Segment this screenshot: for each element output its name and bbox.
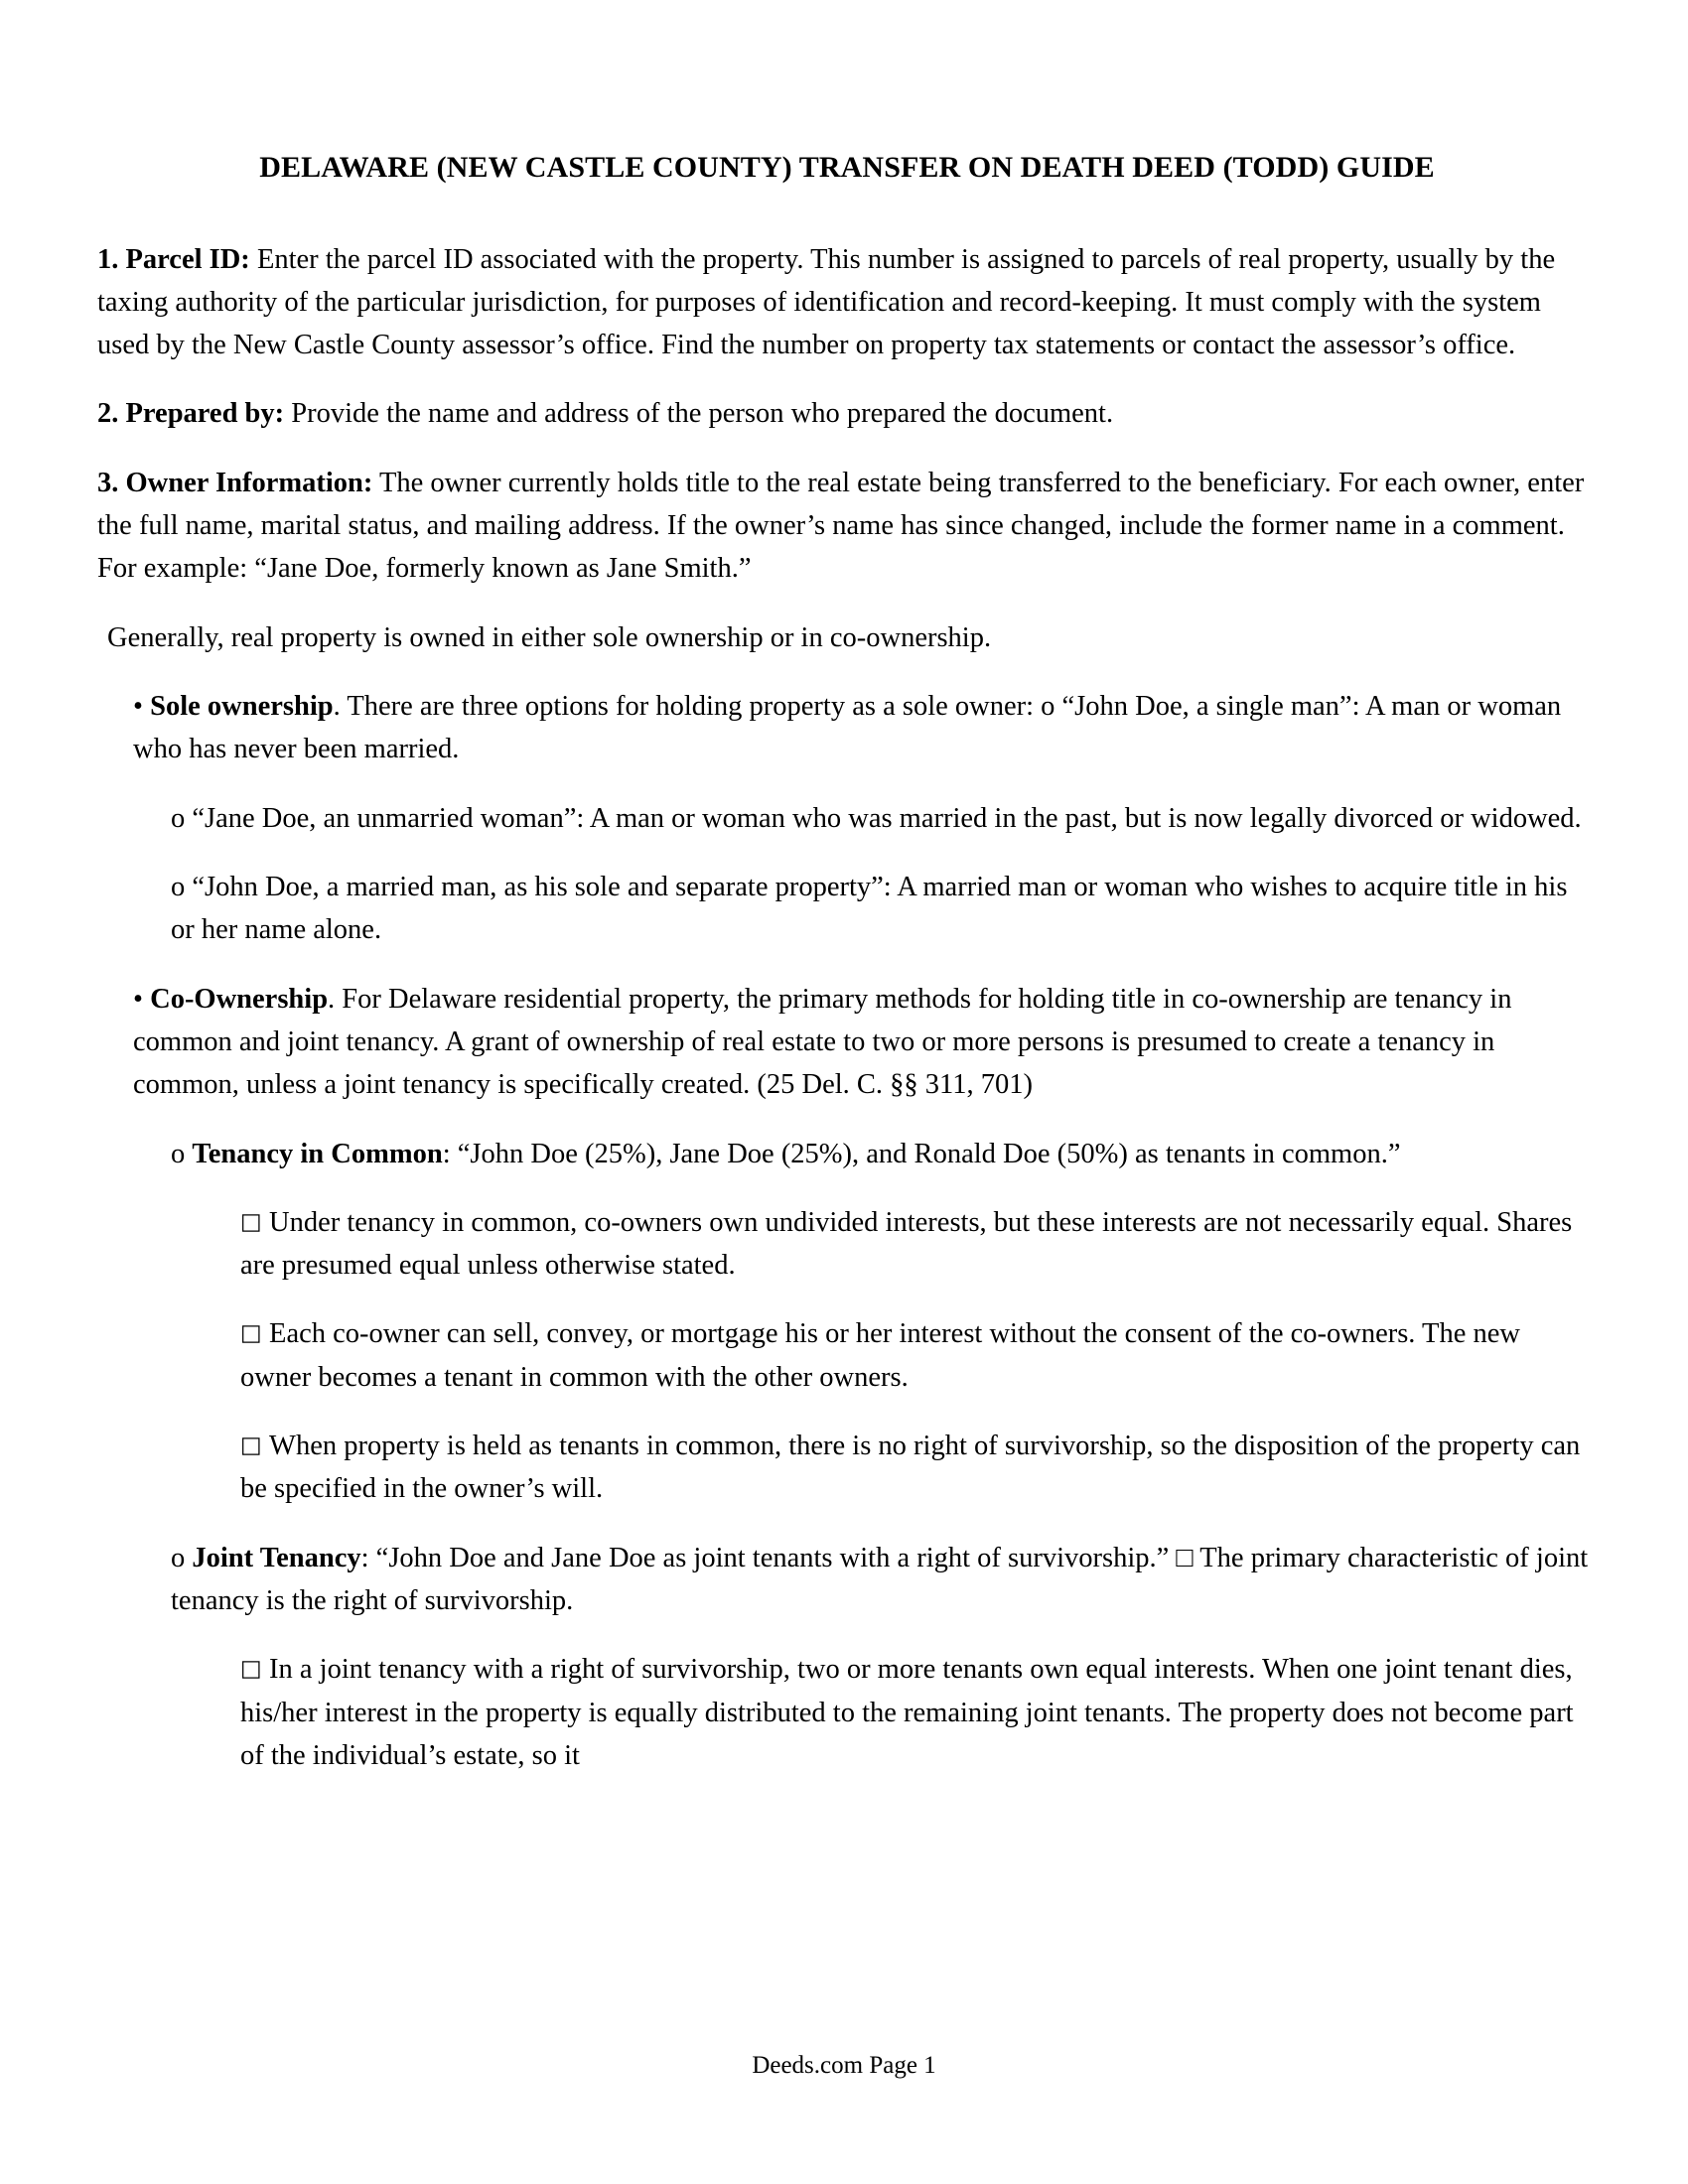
item-tenancy-in-common-lead: Tenancy in Common [192, 1138, 443, 1169]
bullet-co-ownership [133, 978, 1597, 1107]
item-joint-tenancy-lead: Joint Tenancy [192, 1542, 361, 1573]
section-owner-information [97, 462, 1597, 591]
section-prepared-by [97, 392, 1597, 435]
bullet-co-ownership-body: . For Delaware residential property, the primary methods for holding title in co-ownership are tenancy in common and joint tenancy. A grant of ownership of real estate to two or more persons is presumed to create a tenancy in common, unless a joint tenancy is specifically created. (25 Del. C. §§ 311, 701) [133, 983, 1512, 1101]
paragraph-generally: Generally, real property is owned in either sole ownership or in co-ownership. [107, 621, 992, 653]
box-bullet-icon: □ [240, 1208, 270, 1235]
tic-point-3 [240, 1425, 1597, 1511]
bullet-icon: • [133, 691, 151, 722]
tic-point-1 [240, 1201, 1597, 1288]
item-joint-tenancy [171, 1537, 1597, 1623]
item-prefix-o: o [171, 1138, 193, 1169]
tic-point-2 [240, 1312, 1597, 1399]
jt-point-1 [240, 1648, 1597, 1777]
section-owner-information-body: The owner currently holds title to the real estate being transferred to the beneficiary. For each owner, enter the full name, marital status, and mailing address. If the owner’s name has since changed, include the former name in a comment. For example: “Jane Doe, formerly known as Jane Smith.” [97, 467, 1585, 585]
section-prepared-by-lead: 2. Prepared by: [97, 398, 285, 430]
sole-ownership-option-unmarried-woman: o “Jane Doe, an unmarried woman”: A man or woman who was married in the past, but is now legally divorced or widowed. [171, 802, 1582, 834]
section-parcel-id [97, 238, 1597, 367]
box-bullet-icon: □ [240, 1320, 270, 1347]
page-title: DELAWARE (NEW CASTLE COUNTY) TRANSFER ON DEATH DEED (TODD) GUIDE [259, 151, 1435, 184]
box-bullet-icon: □ [240, 1656, 270, 1683]
tic-point-2-text: Each co-owner can sell, convey, or mortgage his or her interest without the consent of the co-owners. The new owner becomes a tenant in common with the other owners. [240, 1318, 1520, 1393]
sole-ownership-option-married-man: o “John Doe, a married man, as his sole and separate property”: A married man or woman who wishes to acquire title in his or her name alone. [171, 871, 1568, 946]
bullet-co-ownership-lead: Co-Ownership [150, 983, 329, 1015]
tic-point-1-text: Under tenancy in common, co-owners own undivided interests, but these interests are not necessarily equal. Shares are presumed equal unless otherwise stated. [240, 1206, 1573, 1282]
bullet-sole-ownership-lead: Sole ownership [150, 691, 334, 722]
bullet-sole-ownership-body: . There are three options for holding property as a sole owner: o “John Doe, a single man”: A man or woman who has never been married. [133, 691, 1562, 765]
item-tenancy-in-common [171, 1133, 1597, 1175]
box-bullet-icon: □ [240, 1433, 270, 1459]
section-prepared-by-body: Provide the name and address of the person who prepared the document. [284, 398, 1114, 430]
item-prefix-o: o [171, 1542, 193, 1573]
jt-point-1-text: In a joint tenancy with a right of survivorship, two or more tenants own equal interests. When one joint tenant dies, his/her interest in the property is equally distributed to the remaining joint tenants. The property does not become part of the individual’s estate, so it [240, 1654, 1574, 1771]
bullet-icon: • [133, 983, 151, 1015]
document-body [97, 149, 1597, 1803]
section-parcel-id-lead: 1. Parcel ID: [97, 243, 250, 275]
section-parcel-id-body: Enter the parcel ID associated with the property. This number is assigned to parcels of real property, usually by the taxing authority of the particular jurisdiction, for purposes of identification and record-keeping. It must comply with the system used by the New Castle County assessor’s office. Find the number on property tax statements or contact the assessor’s office. [97, 243, 1556, 361]
tic-point-3-text: When property is held as tenants in common, there is no right of survivorship, so the disposition of the property can be specified in the owner’s will. [240, 1431, 1581, 1505]
section-owner-information-lead: 3. Owner Information: [97, 467, 373, 498]
bullet-sole-ownership [133, 685, 1597, 771]
item-tenancy-in-common-body: : “John Doe (25%), Jane Doe (25%), and Ronald Doe (50%) as tenants in common.” [442, 1138, 1401, 1169]
item-joint-tenancy-body: : “John Doe and Jane Doe as joint tenants with a right of survivorship.” □ The primary characteristic of joint tenancy is the right of survivorship. [171, 1542, 1589, 1616]
page-footer: Deeds.com Page 1 [752, 2052, 936, 2079]
